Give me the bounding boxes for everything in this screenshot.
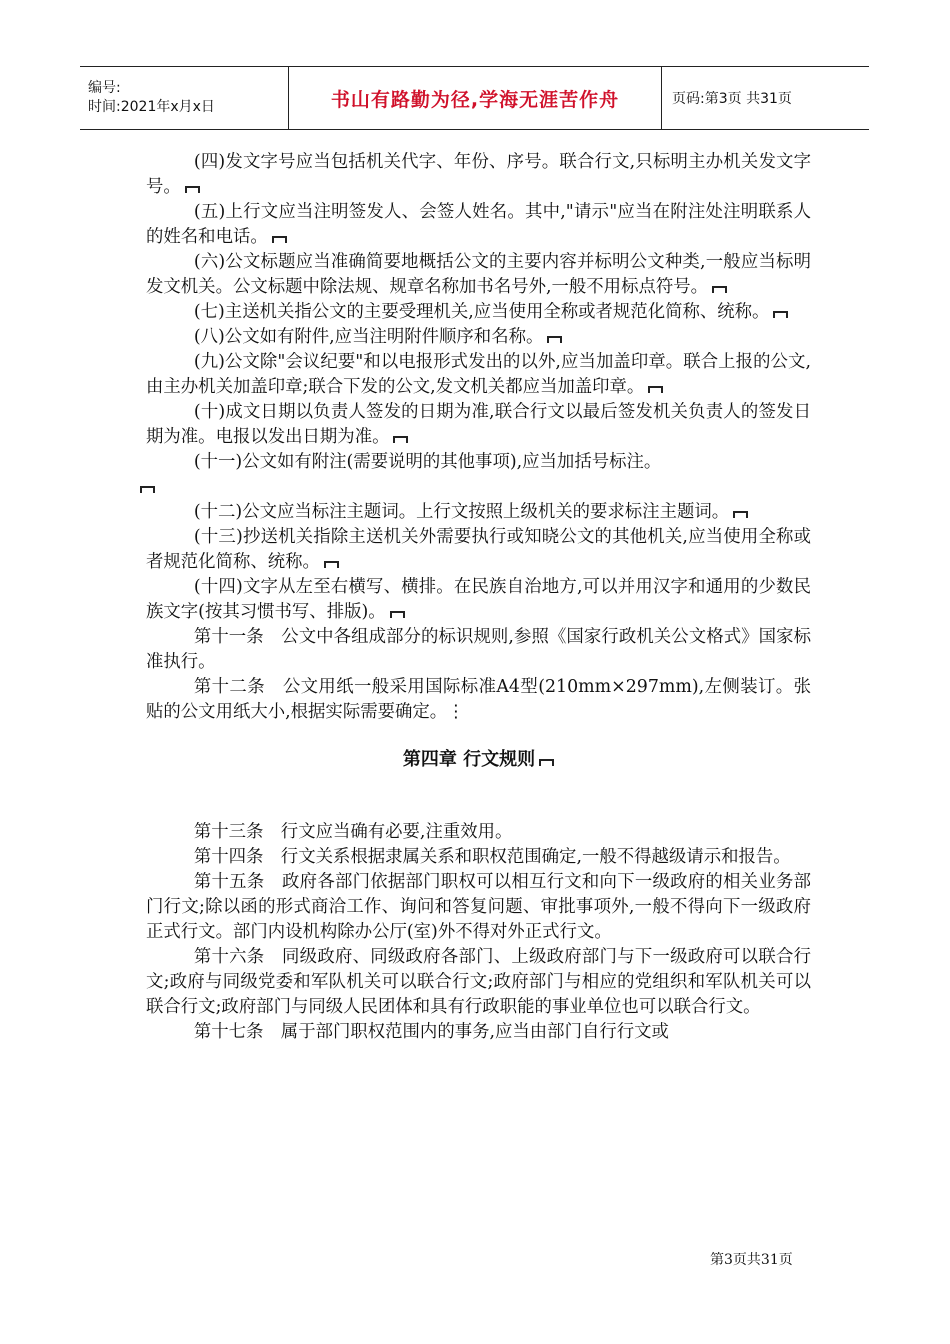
paragraph: 第十二条 公文用纸一般采用国际标准A4型(210mm×297mm),左侧装订。张贴的公文用纸大小,根据实际需要确定。⋮ bbox=[146, 677, 811, 722]
header-meta bbox=[80, 67, 289, 129]
paragraph-mark-icon bbox=[324, 561, 339, 568]
paragraph: (十二)公文应当标注主题词。上行文按照上级机关的要求标注主题词。 bbox=[146, 500, 811, 525]
header-motto: 书山有路勤为径,学海无涯苦作舟 bbox=[289, 67, 662, 129]
paragraph: (八)公文如有附件,应当注明附件顺序和名称。 bbox=[146, 325, 811, 350]
document-body bbox=[146, 150, 811, 1045]
paragraph: 第十一条 公文中各组成部分的标识规则,参照《国家行政机关公文格式》国家标准执行。 bbox=[146, 627, 811, 672]
paragraph: (十)成文日期以负责人签发的日期为准,联合行文以最后签发机关负责人的签发日期为准。电报以发出日期为准。 bbox=[146, 402, 811, 447]
paragraph-mark-icon bbox=[547, 336, 562, 343]
paragraph: (十四)文字从左至右横写、横排。在民族自治地方,可以并用汉字和通用的少数民族文字(按其习惯书写、排版)。 bbox=[146, 577, 811, 622]
paragraph: (四)发文字号应当包括机关代字、年份、序号。联合行文,只标明主办机关发文字号。 bbox=[146, 152, 811, 197]
paragraph: 第十六条 同级政府、同级政府各部门、上级政府部门与下一级政府可以联合行文;政府与同级党委和军队机关可以联合行文;政府部门与相应的党组织和军队机关可以联合行文;政府部门与同级人民团体和具有行政职能的事业单位也可以联合行文。 bbox=[146, 947, 811, 1017]
page-header bbox=[80, 66, 869, 130]
paragraph: (五)上行文应当注明签发人、会签人姓名。其中,"请示"应当在附注处注明联系人的姓名和电话。 bbox=[146, 202, 811, 247]
paragraph: 第十五条 政府各部门依据部门职权可以相互行文和向下一级政府的相关业务部门行文;除以函的形式商洽工作、询问和答复问题、审批事项外,一般不得向下一级政府正式行文。部门内设机构除办公厅(室)外不得对外正式行文。 bbox=[146, 872, 811, 942]
paragraph-mark-line bbox=[140, 475, 811, 500]
paragraph-mark-icon bbox=[390, 611, 405, 618]
document-number-label: 编号: bbox=[88, 80, 121, 96]
paragraph-mark-icon bbox=[539, 759, 554, 766]
paragraph-mark-icon bbox=[733, 511, 748, 518]
chapter-title: 第四章 行文规则 bbox=[146, 747, 811, 772]
paragraph: 第十四条 行文关系根据隶属关系和职权范围确定,一般不得越级请示和报告。 bbox=[193, 847, 791, 867]
paragraph: 第十七条 属于部门职权范围内的事务,应当由部门自行行文或 bbox=[193, 1022, 669, 1042]
paragraph-mark-icon bbox=[272, 236, 287, 243]
header-page-number: 页码:第3页 共31页 bbox=[672, 91, 792, 107]
paragraph-mark-icon bbox=[185, 186, 200, 193]
paragraph-mark-icon bbox=[140, 486, 155, 493]
paragraph: (九)公文除"会议纪要"和以电报形式发出的以外,应当加盖印章。联合上报的公文,由主办机关加盖印章;联合下发的公文,发文机关都应当加盖印章。 bbox=[146, 352, 811, 397]
paragraph: (七)主送机关指公文的主要受理机关,应当使用全称或者规范化简称、统称。 bbox=[146, 300, 811, 325]
document-time-label: 时间:2021年x月x日 bbox=[88, 99, 215, 115]
paragraph: 第十三条 行文应当确有必要,注重效用。 bbox=[193, 822, 513, 842]
paragraph-mark-icon bbox=[393, 436, 408, 443]
paragraph-mark-icon bbox=[712, 286, 727, 293]
paragraph: (六)公文标题应当准确简要地概括公文的主要内容并标明公文种类,一般应当标明发文机关。公文标题中除法规、规章名称加书名号外,一般不用标点符号。 bbox=[146, 252, 811, 297]
paragraph: (十一)公文如有附注(需要说明的其他事项),应当加括号标注。 bbox=[193, 452, 662, 472]
paragraph-mark-icon bbox=[773, 311, 788, 318]
paragraph-mark-icon bbox=[648, 386, 663, 393]
page-footer: 第3页共31页 bbox=[710, 1252, 793, 1268]
paragraph: (十三)抄送机关指除主送机关外需要执行或知晓公文的其他机关,应当使用全称或者规范化简称、统称。 bbox=[146, 527, 811, 572]
